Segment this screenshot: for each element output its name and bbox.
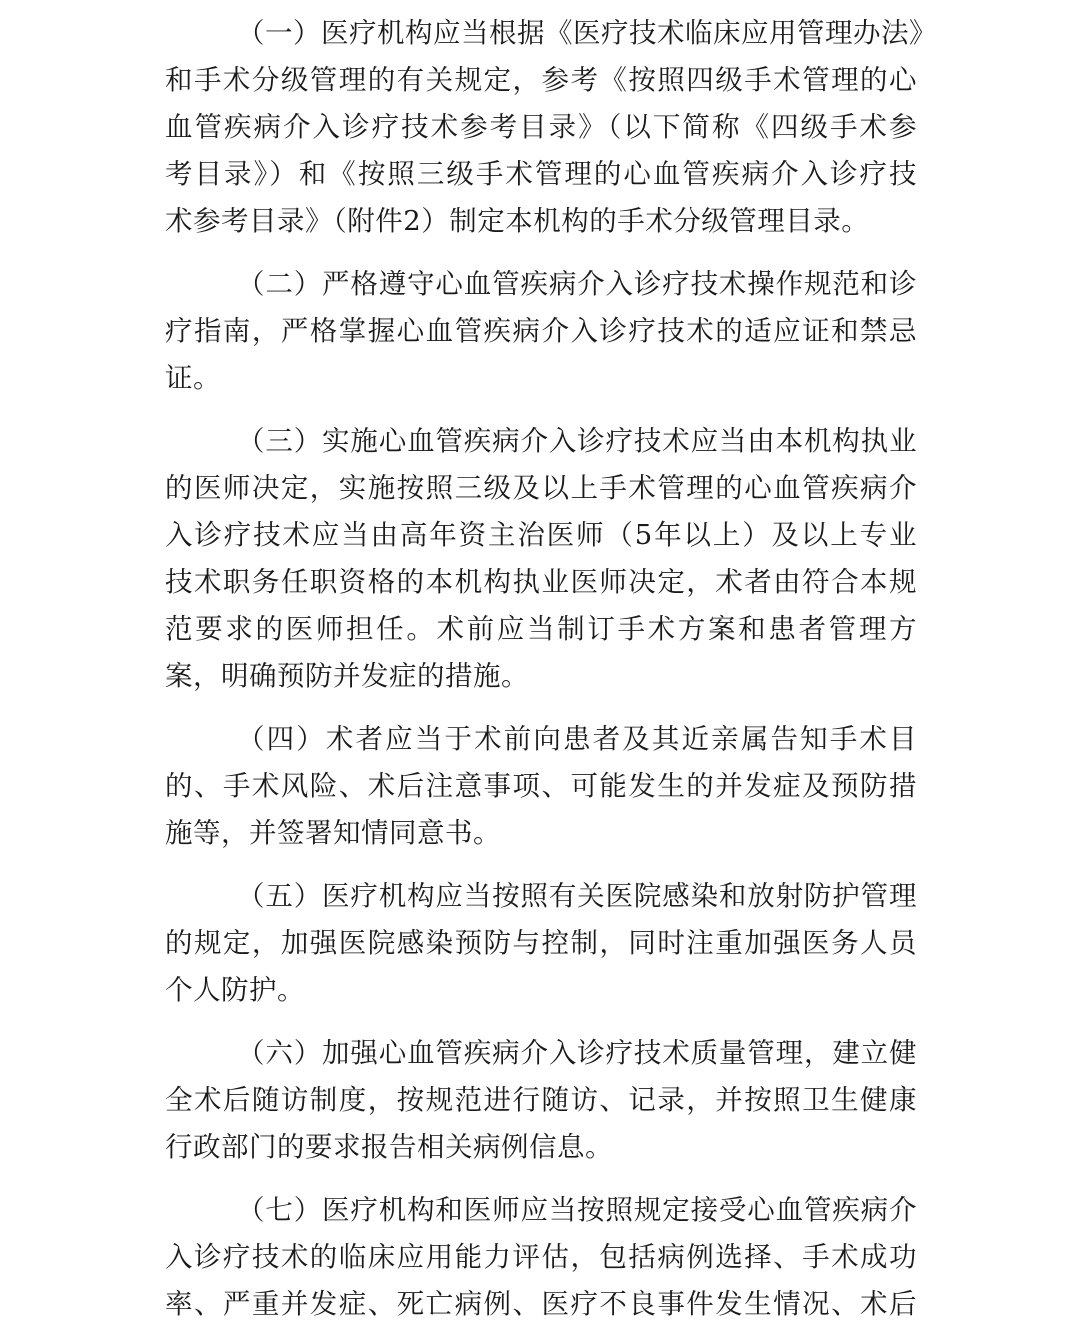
paragraph-4: [165, 716, 917, 857]
paragraph-1: [165, 10, 937, 245]
text-line: 疗指南，严格掌握心血管疾病介入诊疗技术的适应证和禁忌: [165, 315, 917, 347]
text-line: 施等，并签署知情同意书。: [165, 817, 501, 849]
text-line: 的、手术风险、术后注意事项、可能发生的并发症及预防措: [165, 770, 917, 802]
paragraph-5: [165, 873, 917, 1014]
text-line: 考目录》）和《按照三级手术管理的心血管疾病介入诊疗技: [165, 158, 917, 190]
text-line: 的规定，加强医院感染预防与控制，同时注重加强医务人员: [165, 927, 917, 959]
text-line: 入诊疗技术应当由高年资主治医师（5年以上）及以上专业: [165, 519, 917, 551]
text-line: 率、严重并发症、死亡病例、医疗不良事件发生情况、术后: [165, 1288, 917, 1320]
document-page: [165, 10, 937, 1344]
text-line: 行政部门的要求报告相关病例信息。: [165, 1131, 613, 1163]
paragraph-7: [165, 1187, 917, 1328]
text-line: 和手术分级管理的有关规定，参考《按照四级手术管理的心: [165, 64, 917, 96]
text-line: 术参考目录》（附件2）制定本机构的手术分级管理目录。: [165, 205, 870, 237]
text-line: （六）加强心血管疾病介入诊疗技术质量管理，建立健: [237, 1037, 917, 1069]
text-line: （三）实施心血管疾病介入诊疗技术应当由本机构执业: [237, 425, 917, 457]
text-line: （四）术者应当于术前向患者及其近亲属告知手术目: [237, 723, 917, 755]
text-line: 案，明确预防并发症的措施。: [165, 660, 529, 692]
text-line: 个人防护。: [165, 974, 305, 1006]
text-line: （七）医疗机构和医师应当按照规定接受心血管疾病介: [237, 1194, 917, 1226]
text-line: 的医师决定，实施按照三级及以上手术管理的心血管疾病介: [165, 472, 917, 504]
paragraph-2: [165, 261, 917, 402]
text-line: （五）医疗机构应当按照有关医院感染和放射防护管理: [237, 880, 917, 912]
text-line: 血管疾病介入诊疗技术参考目录》（以下简称《四级手术参: [165, 111, 917, 143]
text-line: 全术后随访制度，按规范进行随访、记录，并按照卫生健康: [165, 1084, 917, 1116]
paragraph-6: [165, 1030, 917, 1171]
text-line: （二）严格遵守心血管疾病介入诊疗技术操作规范和诊: [237, 268, 917, 300]
text-line: 范要求的医师担任。术前应当制订手术方案和患者管理方: [165, 613, 917, 645]
text-line: 技术职务任职资格的本机构执业医师决定，术者由符合本规: [165, 566, 917, 598]
text-line: （一）医疗机构应当根据《医疗技术临床应用管理办法》: [237, 17, 937, 49]
text-line: 入诊疗技术的临床应用能力评估，包括病例选择、手术成功: [165, 1241, 917, 1273]
text-line: 证。: [165, 362, 221, 394]
paragraph-3: [165, 418, 917, 700]
